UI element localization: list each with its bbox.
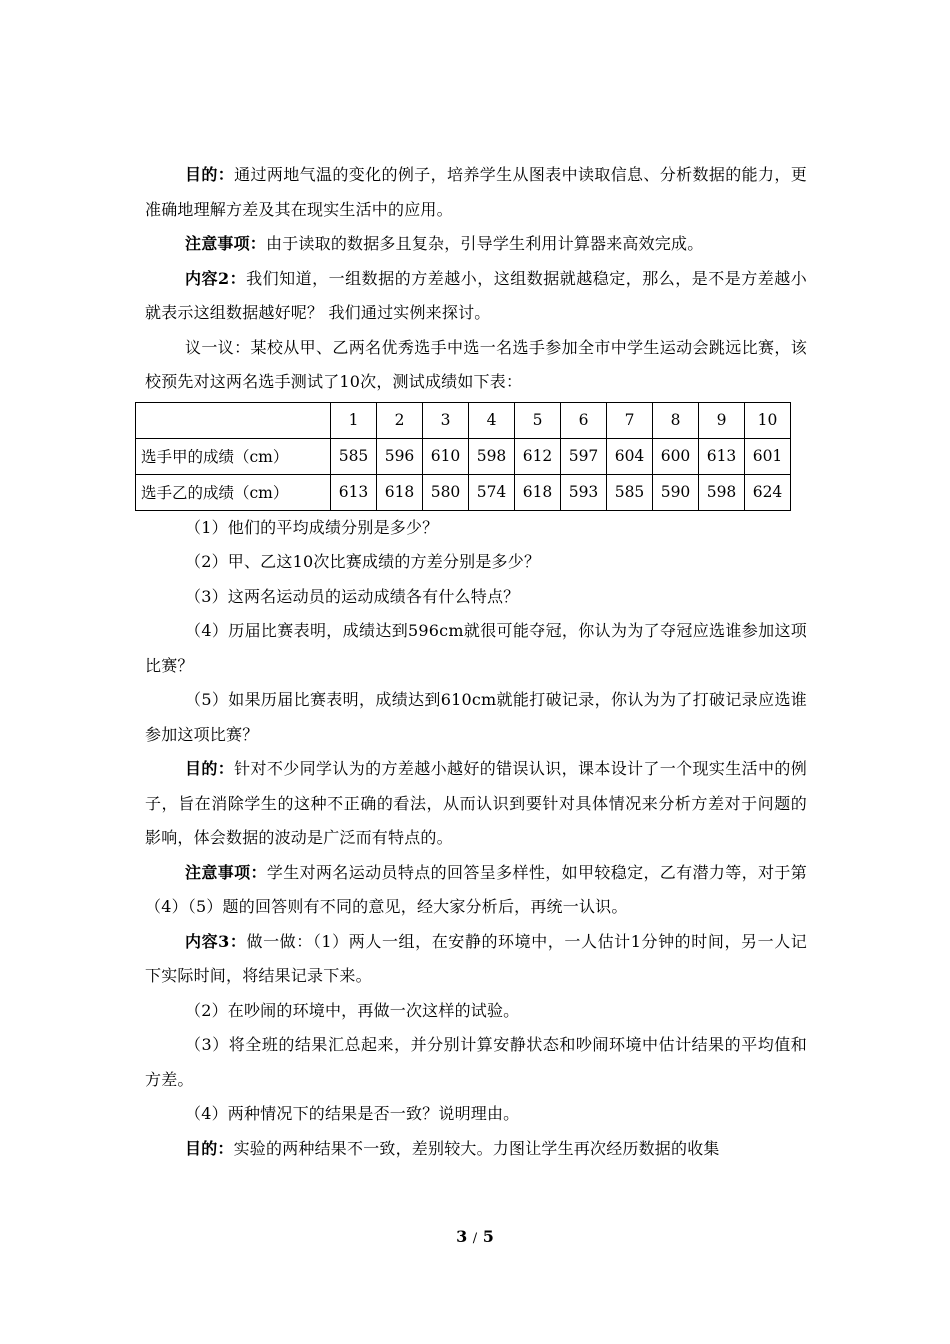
- table-cell: 618: [377, 474, 423, 510]
- table-cell: 585: [607, 474, 653, 510]
- paragraph-text: （1）他们的平均成绩分别是多少？: [185, 517, 439, 537]
- table-cell: 600: [653, 438, 699, 474]
- paragraph-notes-1: [145, 227, 807, 262]
- table-header-cell: 5: [515, 402, 561, 438]
- paragraph-text: 实验的两种结果不一致，差别较大。力图让学生再次经历数据的收集: [233, 1138, 720, 1158]
- table-header-cell: 3: [423, 402, 469, 438]
- paragraph-label: 目的：: [185, 165, 235, 184]
- table-cell: 574: [469, 474, 515, 510]
- table-row: [136, 438, 791, 474]
- table-header-cell: [136, 402, 331, 438]
- table-header-cell: 7: [607, 402, 653, 438]
- table-cell: 613: [331, 474, 377, 510]
- paragraph-label: 目的：: [185, 759, 235, 778]
- activity-step-2: [145, 994, 807, 1029]
- paragraph-purpose-3: [145, 1132, 807, 1167]
- table-header-cell: 2: [377, 402, 423, 438]
- paragraph-label: 注意事项：: [185, 862, 267, 882]
- table-cell: 596: [377, 438, 423, 474]
- paragraph-label: 内容2：: [185, 268, 247, 288]
- paragraph-text: （4）历届比赛表明，成绩达到596cm就很可能夺冠，你认为为了夺冠应选谁参加这项比赛？: [145, 621, 807, 675]
- table-cell: 585: [331, 438, 377, 474]
- table-cell: 610: [423, 438, 469, 474]
- intro-paragraphs: [145, 158, 807, 400]
- paragraph-text: 做一做：（1）两人一组，在安静的环境中，一人估计1分钟的时间，另一人记下实际时间，将结果记录下来。: [145, 931, 807, 985]
- table-cell: 598: [469, 438, 515, 474]
- paragraph-text: （2）在吵闹的环境中，再做一次这样的试验。: [185, 1000, 520, 1020]
- table-header-cell: 8: [653, 402, 699, 438]
- question-3: [145, 580, 807, 615]
- page-content: [141, 158, 807, 1166]
- table-header-cell: 6: [561, 402, 607, 438]
- table-cell: 612: [515, 438, 561, 474]
- table-cell: 选手乙的成绩（cm）: [136, 474, 331, 510]
- activity-step-3: [145, 1028, 807, 1097]
- paragraph-text: 针对不少同学认为的方差越小越好的错误认识，课本设计了一个现实生活中的例子，旨在消除学生的这种不正确的看法，从而认识到要针对具体情况来分析方差对于问题的影响，体会数据的波动是广泛而有特点的。: [145, 759, 807, 847]
- paragraph-text: （3）将全班的结果汇总起来，并分别计算安静状态和吵闹环境中估计结果的平均值和方差。: [145, 1035, 807, 1089]
- paragraph-content-2: [145, 262, 807, 331]
- page-number: [0, 1227, 950, 1246]
- table-cell: 580: [423, 474, 469, 510]
- paragraph-label: 注意事项：: [185, 234, 267, 253]
- paragraph-notes-2: [145, 856, 807, 925]
- question-1: [145, 511, 807, 546]
- page-current: 3: [456, 1227, 468, 1246]
- paragraph-text: 议一议：某校从甲、乙两名优秀选手中选一名选手参加全市中学生运动会跳远比赛，该校预先对这两名选手测试了10次，测试成绩如下表：: [145, 337, 807, 391]
- table-cell: 613: [699, 438, 745, 474]
- table-cell: 604: [607, 438, 653, 474]
- table-row: [136, 474, 791, 510]
- question-paragraphs: [145, 511, 807, 1167]
- paragraph-text: （3）这两名运动员的运动成绩各有什么特点？: [185, 586, 520, 606]
- paragraph-text: 我们知道，一组数据的方差越小，这组数据就越稳定，那么，是不是方差越小就表示这组数据越好呢？ 我们通过实例来探讨。: [145, 268, 807, 322]
- table-header-cell: 9: [699, 402, 745, 438]
- paragraph-purpose-2: [145, 752, 807, 856]
- paragraph-text: 通过两地气温的变化的例子，培养学生从图表中读取信息、分析数据的能力，更准确地理解方差及其在现实生活中的应用。: [145, 165, 807, 219]
- table-header-cell: 10: [745, 402, 791, 438]
- table-cell: 选手甲的成绩（cm）: [136, 438, 331, 474]
- question-2: [145, 545, 807, 580]
- paragraph-label: 目的：: [185, 1138, 234, 1158]
- table-cell: 624: [745, 474, 791, 510]
- question-4: [145, 614, 807, 683]
- paragraph-purpose-1: [145, 158, 807, 227]
- paragraph-discussion: [145, 331, 807, 400]
- table-cell: 598: [699, 474, 745, 510]
- page-separator: /: [472, 1231, 478, 1246]
- page-total: 5: [482, 1227, 494, 1246]
- paragraph-text: （4）两种情况下的结果是否一致？说明理由。: [185, 1104, 520, 1123]
- paragraph-text: （5）如果历届比赛表明，成绩达到610cm就能打破记录，你认为为了打破记录应选谁参加这项比赛？: [145, 690, 807, 744]
- table-cell: 601: [745, 438, 791, 474]
- table-cell: 597: [561, 438, 607, 474]
- paragraph-text: 由于读取的数据多且复杂，引导学生利用计算器来高效完成。: [266, 234, 704, 253]
- question-5: [145, 683, 807, 752]
- table-header-cell: 4: [469, 402, 515, 438]
- paragraph-text: （2）甲、乙这10次比赛成绩的方差分别是多少？: [185, 552, 541, 571]
- table-cell: 590: [653, 474, 699, 510]
- activity-step-4: [145, 1097, 807, 1132]
- table-header-cell: 1: [331, 402, 377, 438]
- paragraph-label: 内容3：: [185, 931, 247, 951]
- scores-table: [135, 402, 791, 511]
- table-header-row: [136, 402, 791, 438]
- table-cell: 618: [515, 474, 561, 510]
- paragraph-content-3: [145, 925, 807, 994]
- paragraph-text: 学生对两名运动员特点的回答呈多样性，如甲较稳定，乙有潜力等，对于第（4）（5）题的回答则有不同的意见，经大家分析后，再统一认识。: [145, 862, 807, 916]
- table-cell: 593: [561, 474, 607, 510]
